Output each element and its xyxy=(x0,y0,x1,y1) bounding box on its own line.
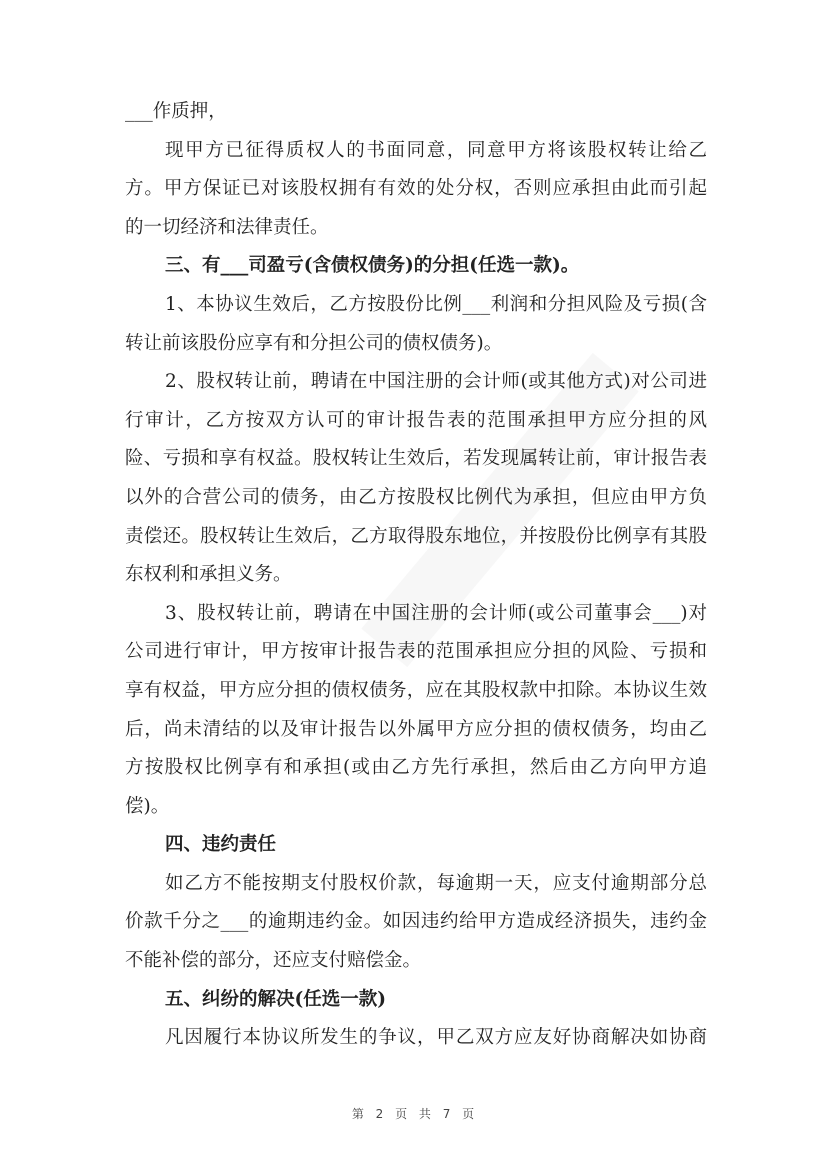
text-line: 3、股权转让前，聘请在中国注册的会计师(或公司董事会___)对 xyxy=(165,602,707,624)
text-line: 险、亏损和享有权益。股权转让生效后，若发现属转让前，审计报告表 xyxy=(125,448,707,470)
text-line: ___作质押， xyxy=(125,101,227,122)
document-body xyxy=(125,93,707,1058)
text-line: 方按股权比例享有和承担(或由乙方先行承担，然后由乙方向甲方追 xyxy=(125,757,707,779)
text-line: 以外的合营公司的债务，由乙方按股权比例代为承担，但应由甲方负 xyxy=(125,486,707,508)
section-heading: 五、纠纷的解决(任选一款) xyxy=(165,988,387,1010)
text-line: 行审计，乙方按双方认可的审计报告表的范围承担甲方应分担的风 xyxy=(125,409,707,431)
text-line: 东权利和承担义务。 xyxy=(125,564,292,586)
text-line: 2、股权转让前，聘请在中国注册的会计师(或其他方式)对公司进 xyxy=(165,371,707,393)
text-line: 偿)。 xyxy=(125,795,170,817)
text-line: 价款千分之___的逾期违约金。如因违约给甲方造成经济损失，违约金 xyxy=(125,911,707,933)
section-heading: 三、有___司盈亏(含债权债务)的分担(任选一款)。 xyxy=(165,255,580,277)
text-line: 方。甲方保证已对该股权拥有有效的处分权，否则应承担由此而引起 xyxy=(125,178,707,200)
text-line: 享有权益，甲方应分担的债权债务，应在其股权款中扣除。本协议生效 xyxy=(125,679,707,701)
section-heading: 四、违约责任 xyxy=(165,834,277,856)
text-line: 的一切经济和法律责任。 xyxy=(125,216,329,238)
text-line: 转让前该股份应享有和分担公司的债权债务)。 xyxy=(125,332,503,354)
text-line: 如乙方不能按期支付股权价款，每逾期一天，应支付逾期部分总 xyxy=(165,872,707,894)
text-line: 不能补偿的部分，还应支付赔偿金。 xyxy=(125,950,422,972)
page-indicator: 第 2 页 共 7 页 xyxy=(351,1107,479,1121)
text-line: 公司进行审计，甲方按审计报告表的范围承担应分担的风险、亏损和 xyxy=(125,641,707,663)
text-line: 责偿还。股权转让生效后，乙方取得股东地位，并按股份比例享有其股 xyxy=(125,525,707,547)
text-line: 1、本协议生效后，乙方按股份比例___利润和分担风险及亏损(含 xyxy=(165,293,707,315)
text-line: 现甲方已征得质权人的书面同意，同意甲方将该股权转让给乙 xyxy=(165,139,707,161)
text-line: 后，尚未清结的以及审计报告以外属甲方应分担的债权债务，均由乙 xyxy=(125,718,707,740)
text-line: 凡因履行本协议所发生的争议，甲乙双方应友好协商解决如协商 xyxy=(165,1027,707,1049)
